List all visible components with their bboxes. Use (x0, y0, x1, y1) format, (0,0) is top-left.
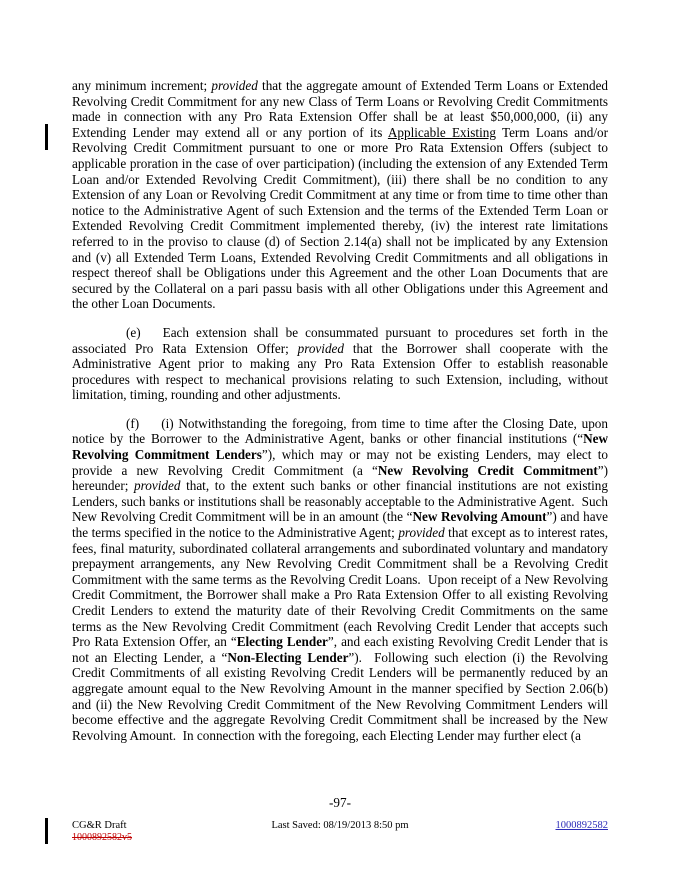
page-number: -97- (329, 795, 351, 810)
revision-change-bar-top (45, 124, 48, 150)
page-footer (72, 820, 608, 843)
footer-document-id-link[interactable]: 1000892582 (555, 820, 608, 831)
footer-draft-label: CG&R Draft (72, 820, 127, 831)
footer-last-saved: Last Saved: 08/19/2013 8:50 pm (271, 820, 409, 831)
page-body (72, 78, 608, 756)
paragraph-continued: any minimum increment; provided that the aggregate amount of Extended Term Loans or Extended Revolving Credit Commitment for any new Class of Term Loans or Revolving Credit Commitments made in connection with any Pro Rata Extension Offer shall be at least $50,000,000, (ii) any Extending Lender may extend all or any portion of its Applicable Existing Term Loans and/or Revolving Credit Commitment pursuant to one or more Pro Rata Extension Offers (subject to applicable proration in the case of over participation) (including the extension of any Extended Term Loan and/or Extended Revolving Credit Commitment), (iii) there shall be no condition to any Extension of any Loan or Revolving Credit Commitment at any time or from time to time other than notice to the Administrative Agent of such Extension and the terms of the Extended Term Loan or Extended Revolving Credit Commitment implemented thereby, (iv) the interest rate limitations referred to in the proviso to clause (d) of Section 2.14(a) shall not be implicated by any Extension and (v) all Extended Term Loans, Extended Revolving Credit Commitments and all obligations in respect thereof shall be Obligations under this Agreement and the other Loan Documents that are secured by the Collateral on a pari passu basis with all other Obligations under this Agreement and the other Loan Documents. (72, 78, 609, 312)
inserted-text-applicable-existing: Applicable Existing (387, 124, 496, 140)
footer-row (72, 820, 608, 843)
footer-deleted-document-id: 1000892582v5 (72, 832, 132, 843)
paragraph-f: (f) (i) Notwithstanding the foregoing, from time to time after the Closing Date, upon notice by the Borrower to the Administrative Agent, banks or other financial institutions (“New Revolving Commitment Lenders”), which may or may not be existing Lenders, may elect to provide a new Revolving Credit Commitment (a “New Revolving Credit Commitment”) hereunder; provided that, to the extent such banks or other financial institutions are not existing Lenders, such banks or institutions shall be reasonably acceptable to the Administrative Agent. Such New Revolving Credit Commitment will be in an amount (the “New Revolving Amount”) and have the terms specified in the notice to the Administrative Agent; provided that except as to interest rates, fees, final maturity, subordinated collateral arrangements and subordinated voluntary and mandatory prepayment arrangements, any New Revolving Credit Commitment shall be a Revolving Credit Commitment with the same terms as the Revolving Credit Loans. Upon receipt of a New Revolving Credit Commitment, the Borrower shall make a Pro Rata Extension Offer to all existing Revolving Credit Lenders to extend the maturity date of their Revolving Credit Commitments on the same terms as the New Revolving Credit Commitment (each Revolving Credit Lender that accepts such Pro Rata Extension Offer, an “Electing Lender”, and each existing Revolving Credit Lender that is not an Electing Lender, a “Non-Electing Lender”). Following such election (i) the Revolving Credit Commitments of all existing Revolving Credit Lenders will be permanently reduced by an aggregate amount equal to the New Revolving Amount in the manner specified by Section 2.06(b) and (ii) the New Revolving Credit Commitment of the New Revolving Commitment Lenders will become effective and the aggregate Revolving Credit Commitment shall be increased by the New Revolving Amount. In connection with the foregoing, each Electing Lender may further elect (a (72, 415, 609, 743)
revision-change-bar-bottom (45, 818, 48, 844)
paragraph-e: (e) Each extension shall be consummated pursuant to procedures set forth in the associated Pro Rata Extension Offer; provided that the Borrower shall cooperate with the Administrative Agent prior to making any Pro Rata Extension Offer to establish reasonable procedures with respect to mechanical provisions relating to such Extension, including, without limitation, timing, rounding and other adjustments. (72, 324, 608, 403)
